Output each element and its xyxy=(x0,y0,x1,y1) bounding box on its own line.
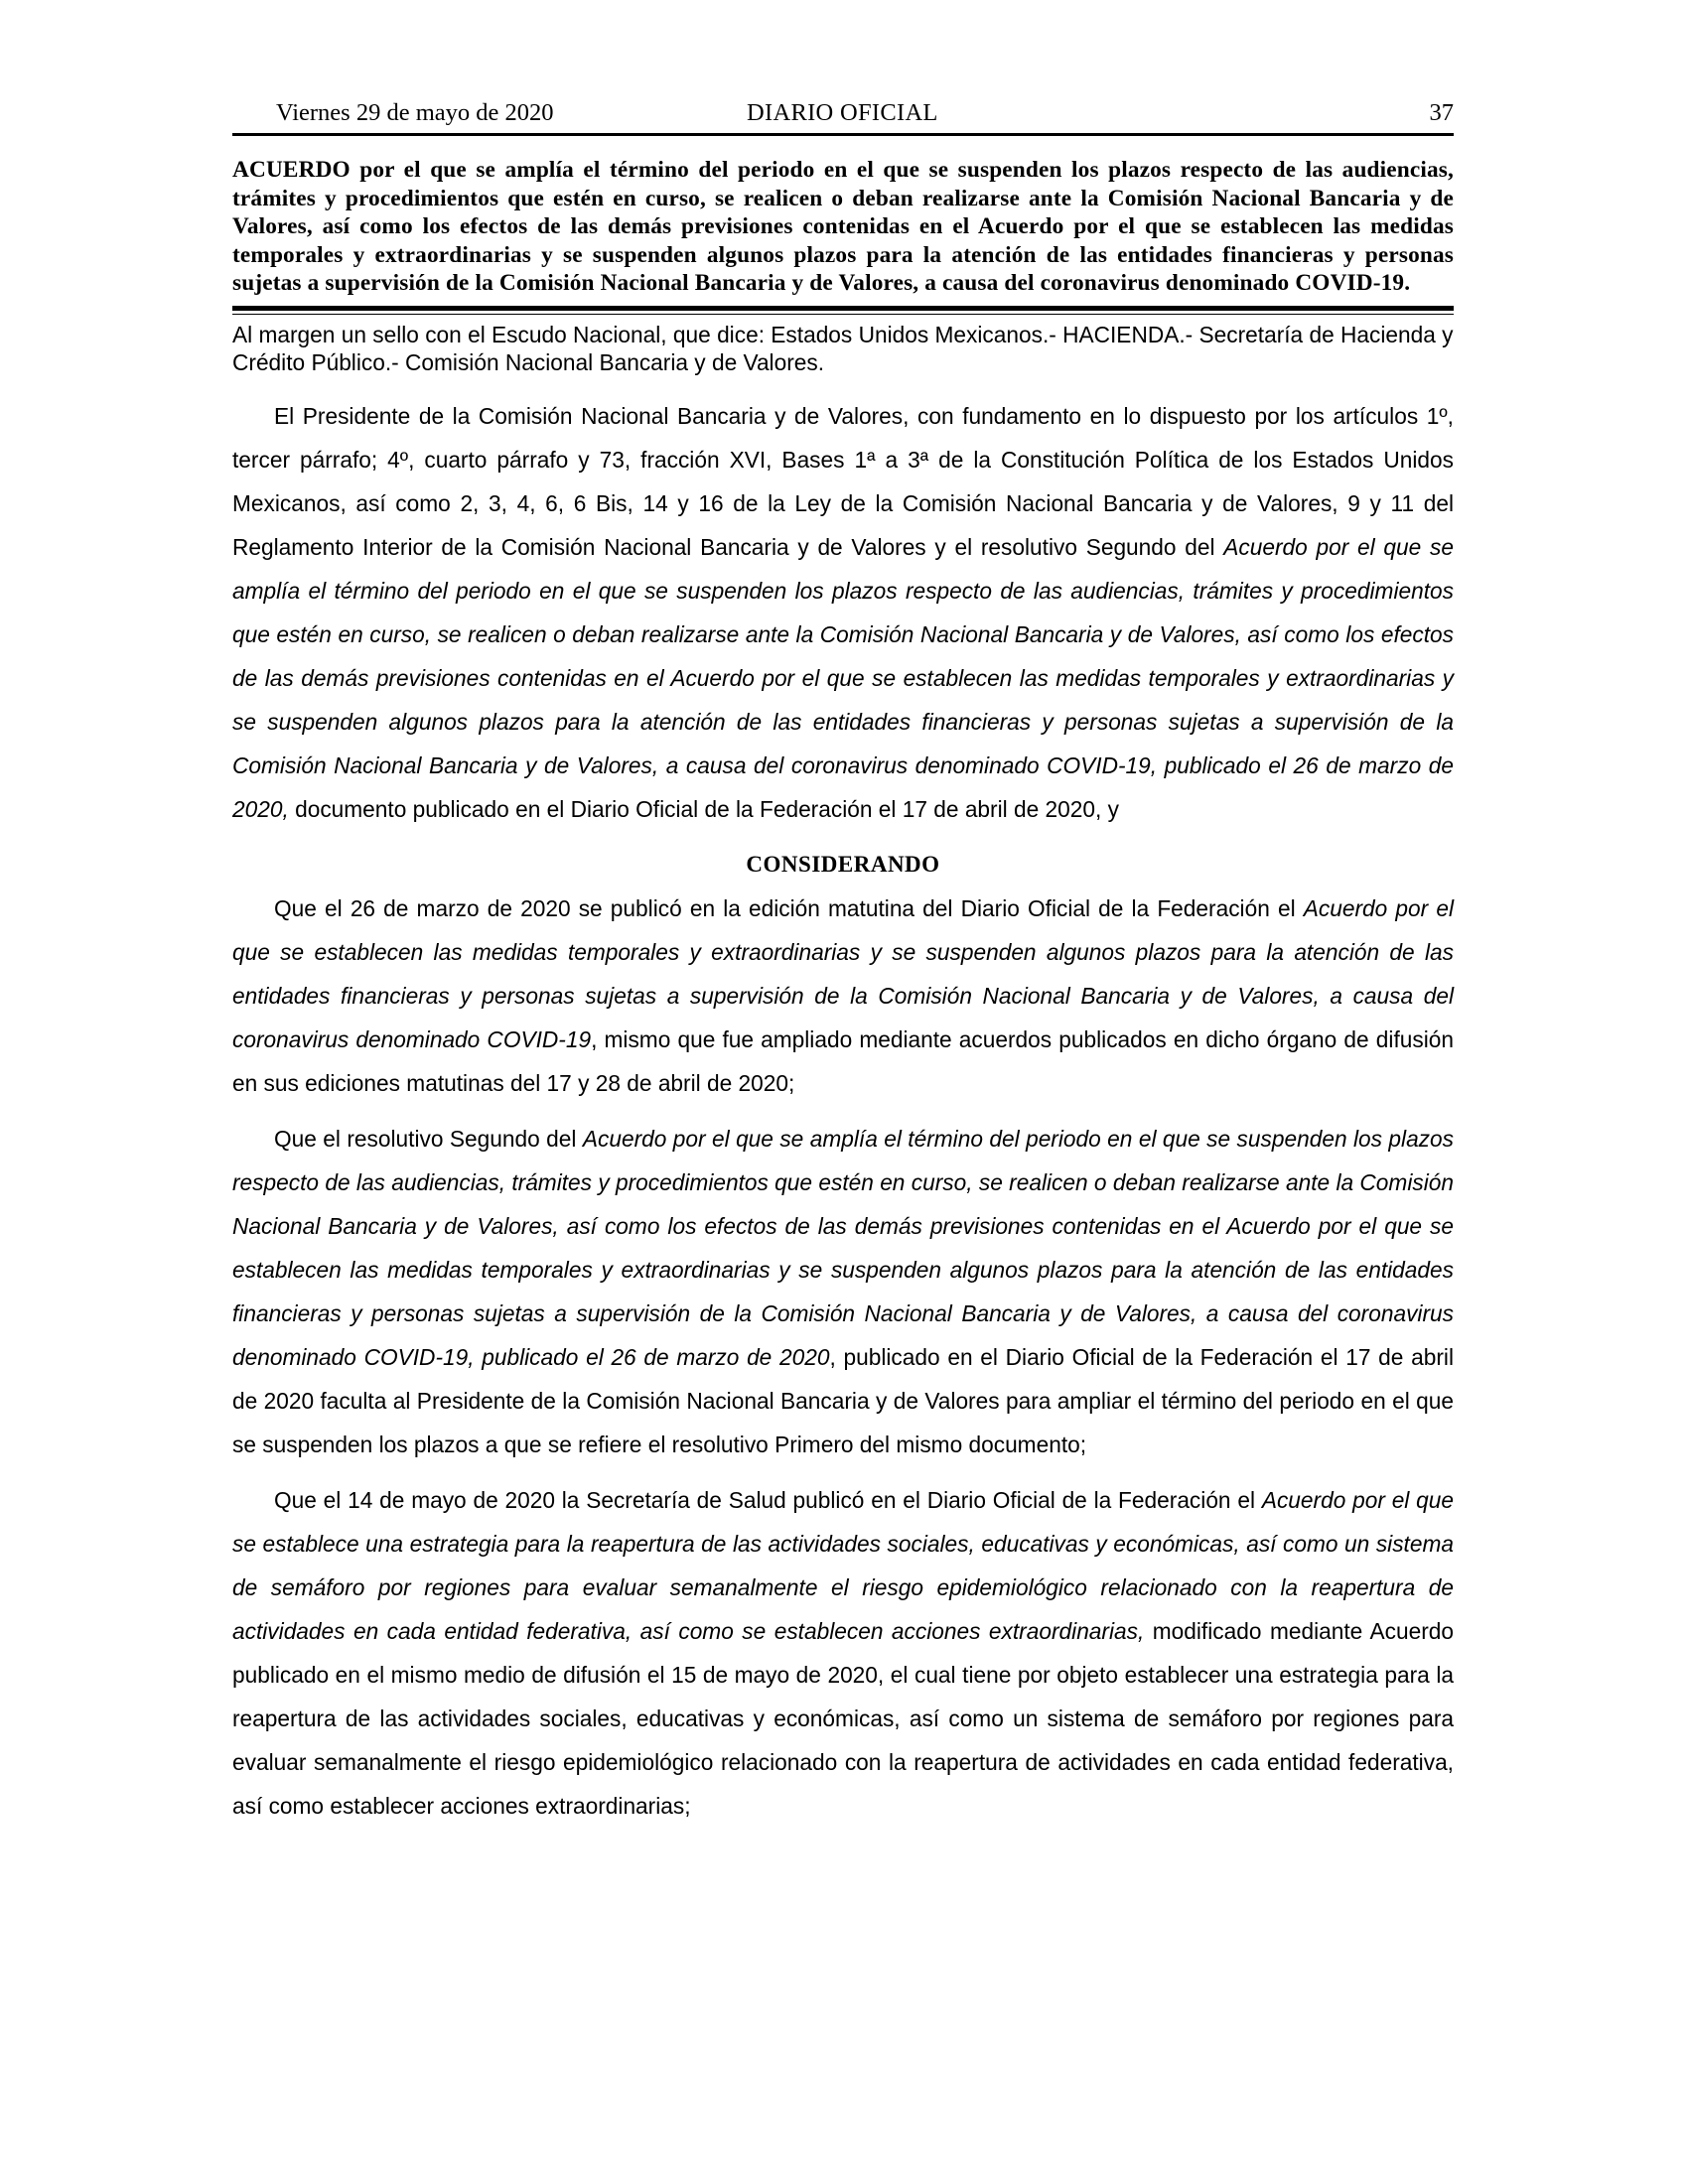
header-publication: DIARIO OFICIAL xyxy=(747,99,938,126)
title-rule-thin xyxy=(232,314,1454,315)
intro-text-2: documento publicado en el Diario Oficial de la Federación el 17 de abril de 2020, y xyxy=(288,795,1119,822)
considerando-heading: CONSIDERANDO xyxy=(746,851,940,877)
header-date: Viernes 29 de mayo de 2020 xyxy=(276,99,554,126)
considerando-paragraph-2 xyxy=(232,1117,1454,1466)
header-page-number: 37 xyxy=(1429,99,1454,126)
considerando-paragraph-1 xyxy=(232,887,1454,1105)
margin-note: Al margen un sello con el Escudo Nacional, que dice: Estados Unidos Mexicanos.- HACIENDA.- Secretaría de Hacienda y Crédito Público.- Comisión Nacional Bancaria y de Valores. xyxy=(232,321,1454,375)
considerando-2-text-1: Que el resolutivo Segundo del xyxy=(274,1125,583,1152)
intro-italic-text: Acuerdo por el que se amplía el término del periodo en el que se suspenden los plazos respecto de las audiencias, trámites y procedimientos que estén en curso, se realicen o deban realizarse ante la Comisión Nacional Bancaria y de Valores, así como los efectos de las demás previsiones contenidas en el Acuerdo por el que se establecen las medidas temporales y extraordinarias y se suspenden algunos plazos para la atención de las entidades financieras y personas sujetas a supervisión de la Comisión Nacional Bancaria y de Valores, a causa del coronavirus denominado COVID-19, publicado el 26 de marzo de 2020, xyxy=(232,533,1454,822)
considerando-3-italic-text: Acuerdo por el que se establece una estrategia para la reapertura de las actividades sociales, educativas y económicas, así como un sistema de semáforo por regiones para evaluar semanalmente el riesgo epidemiológico relacionado con la reapertura de actividades en cada entidad federativa, así como se establecen acciones extraordinarias, xyxy=(232,1486,1454,1644)
intro-text-1: El Presidente de la Comisión Nacional Bancaria y de Valores, con fundamento en lo dispuesto por los artículos 1º, tercer párrafo; 4º, cuarto párrafo y 73, fracción XVI, Bases 1ª a 3ª de la Constitución Política de los Estados Unidos Mexicanos, así como 2, 3, 4, 6, 6 Bis, 14 y 16 de la Ley de la Comisión Nacional Bancaria y de Valores, 9 y 11 del Reglamento Interior de la Comisión Nacional Bancaria y de Valores y el resolutivo Segundo del xyxy=(232,402,1454,560)
title-rule-thick xyxy=(232,306,1454,311)
document-page xyxy=(232,95,1454,1828)
considerando-3-text-2: modificado mediante Acuerdo publicado en el mismo medio de difusión el 15 de mayo de 2020, el cual tiene por objeto establecer una estrategia para la reapertura de las actividades sociales, educativas y económicas, así como un sistema de semáforo por regiones para evaluar semanalmente el riesgo epidemiológico relacionado con la reapertura de actividades en cada entidad federativa, así como establecer acciones extraordinarias; xyxy=(232,1617,1454,1819)
considerando-1-italic-text: Acuerdo por el que se establecen las medidas temporales y extraordinarias y se suspenden algunos plazos para la atención de las entidades financieras y personas sujetas a supervisión de la Comisión Nacional Bancaria y de Valores, a causa del coronavirus denominado COVID-19 xyxy=(232,894,1454,1052)
considerando-2-text-2: , publicado en el Diario Oficial de la Federación el 17 de abril de 2020 faculta al Presidente de la Comisión Nacional Bancaria y de Valores para ampliar el término del periodo en el que se suspenden los plazos a que se refiere el resolutivo Primero del mismo documento; xyxy=(232,1343,1454,1457)
considerando-3-text-1: Que el 14 de mayo de 2020 la Secretaría de Salud publicó en el Diario Oficial de la Federación el xyxy=(274,1486,1262,1513)
header-rule xyxy=(232,133,1454,136)
intro-paragraph xyxy=(232,394,1454,831)
considerando-paragraph-3 xyxy=(232,1478,1454,1828)
document-title: ACUERDO por el que se amplía el término del periodo en el que se suspenden los plazos respecto de las audiencias, trámites y procedimientos que estén en curso, se realicen o deban realizarse ante la Comisión Nacional Bancaria y de Valores, así como los efectos de las demás previsiones contenidas en el Acuerdo por el que se establecen las medidas temporales y extraordinarias y se suspenden algunos plazos para la atención de las entidades financieras y personas sujetas a supervisión de la Comisión Nacional Bancaria y de Valores, a causa del coronavirus denominado COVID-19. xyxy=(232,157,1454,297)
page-header xyxy=(232,95,1454,131)
considerando-1-text-1: Que el 26 de marzo de 2020 se publicó en la edición matutina del Diario Oficial de la Federación el xyxy=(274,894,1304,921)
considerando-1-text-2: , mismo que fue ampliado mediante acuerdos publicados en dicho órgano de difusión en sus ediciones matutinas del 17 y 28 de abril de 2020; xyxy=(232,1025,1454,1096)
considerando-2-italic-text: Acuerdo por el que se amplía el término del periodo en el que se suspenden los plazos respecto de las audiencias, trámites y procedimientos que estén en curso, se realicen o deban realizarse ante la Comisión Nacional Bancaria y de Valores, así como los efectos de las demás previsiones contenidas en el Acuerdo por el que se establecen las medidas temporales y extraordinarias y se suspenden algunos plazos para la atención de las entidades financieras y personas sujetas a supervisión de la Comisión Nacional Bancaria y de Valores, a causa del coronavirus denominado COVID-19, publicado el 26 de marzo de 2020 xyxy=(232,1125,1454,1370)
